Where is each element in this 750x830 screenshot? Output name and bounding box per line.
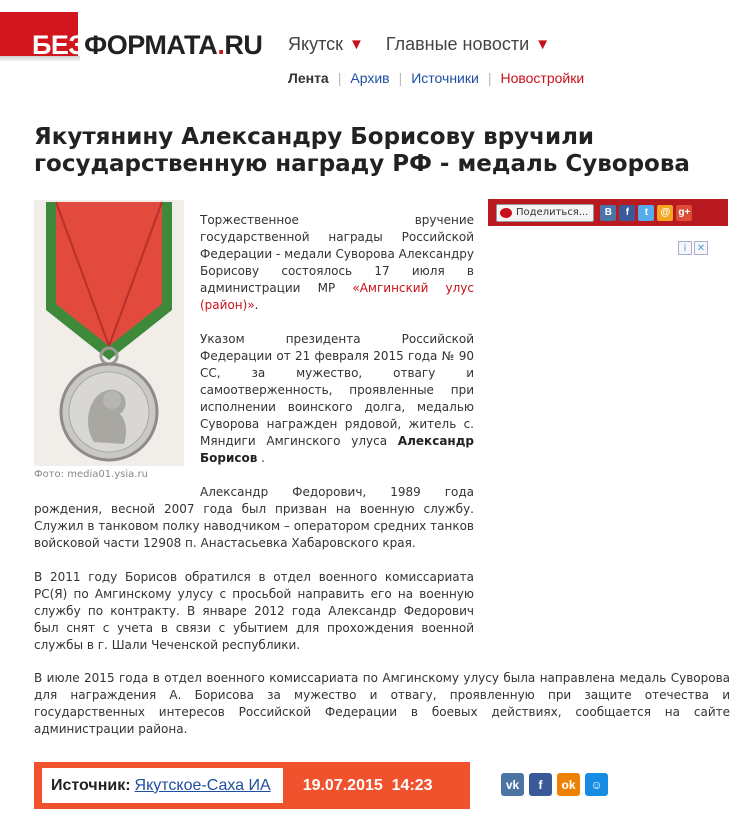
googleplus-share-icon[interactable]: g+: [676, 205, 692, 221]
logo-dot: .: [217, 30, 225, 60]
article-body: [34, 212, 474, 671]
logo-part-bez: БЕЗ: [32, 30, 85, 60]
odnoklassniki-icon[interactable]: ok: [557, 773, 580, 796]
article-title: Якутянину Александру Борисову вручили государственную награду РФ - медаль Суворова: [34, 124, 690, 177]
social-buttons: [501, 773, 608, 796]
logo-text: [32, 30, 262, 60]
share-button-label: Поделиться...: [516, 207, 589, 218]
top-nav: [288, 34, 550, 55]
main-news-dropdown-label: Главные новости: [385, 34, 530, 54]
article-paragraph-1: [200, 212, 474, 314]
source-box: [42, 768, 283, 803]
publish-time: 14:23: [391, 776, 433, 794]
paragraph-text: Указом президента Российской Федерации от 21 февраля 2015 года № 90 СС, за мужество, отвагу и самоотверженность, проявленные при исполнении воинского долга, медалью Суворова награжден рядовой, житель с. Мяндиги Амгинского улуса: [200, 332, 474, 448]
main-news-dropdown[interactable]: [386, 34, 550, 55]
email-share-icon[interactable]: @: [657, 205, 673, 221]
triangle-down-icon: ▼: [349, 36, 364, 53]
city-dropdown[interactable]: [288, 34, 364, 55]
facebook-icon[interactable]: f: [529, 773, 552, 796]
article-paragraph-4: В 2011 году Борисов обратился в отдел военного комиссариата РС(Я) по Амгинскому улусу с просьбой направить его на военную службу по контракту. В январе 2012 года Александр Федорович был снят с учета в связи с убытием для прохождения военной службы в г. Шали Чеченской республики.: [34, 570, 474, 652]
subnav-sources[interactable]: Источники: [411, 70, 479, 86]
share-button[interactable]: [496, 204, 594, 222]
subnav-separator: |: [398, 70, 403, 86]
moimir-icon[interactable]: ☺: [585, 773, 608, 796]
photo-caption: Фото: media01.ysia.ru: [34, 469, 148, 480]
share-panel: [488, 199, 728, 226]
source-link[interactable]: Якутское-Саха ИА: [134, 776, 271, 794]
subnav-new-buildings[interactable]: Новостройки: [500, 70, 585, 86]
site-logo[interactable]: [0, 12, 262, 62]
awardee-name: Александр Борисов: [200, 434, 474, 465]
logo-part-ru: RU: [224, 30, 263, 60]
paragraph-text: Торжественное вручение государственной награды Российской Федерации - медали Суворова Александру Борисову состоялось 17 июля в администрации МР: [200, 213, 474, 295]
subnav-separator: |: [487, 70, 492, 86]
sub-nav: [288, 70, 584, 86]
facebook-share-icon[interactable]: f: [619, 205, 635, 221]
article-paragraph-5: В июле 2015 года в отдел военного комиссариата по Амгинскому улусу была направлена медаль Суворова для награждения А. Борисова за мужество и отвагу, проявленную при защите отечества и государственных интересов Российской Федерации в боевых действиях, сообщается на сайте администрации района.: [34, 671, 730, 736]
vk-share-icon[interactable]: В: [600, 205, 616, 221]
twitter-share-icon[interactable]: t: [638, 205, 654, 221]
ad-info-icon[interactable]: i: [678, 241, 692, 255]
subnav-separator: |: [337, 70, 342, 86]
city-dropdown-label: Якутск: [288, 34, 343, 54]
subnav-feed[interactable]: Лента: [288, 70, 329, 86]
article-paragraph-3: Александр Федорович, 1989 года рождения, весной 2007 года был призван на военную службу. Служил в танковом полку наводчиком – оператором средних танков войсковой части 12908 п. Анастасьевка Хабаровского края.: [34, 485, 474, 550]
article-paragraph-2: [200, 331, 474, 467]
publish-datetime: [303, 777, 433, 795]
share-eye-icon: [500, 208, 512, 218]
publish-date: 19.07.2015: [302, 776, 383, 794]
paragraph-end: .: [254, 298, 259, 312]
logo-part-formata: ФОРМАТА: [84, 30, 218, 60]
ad-close-icon[interactable]: ✕: [694, 241, 708, 255]
source-bar: [34, 762, 470, 809]
vk-icon[interactable]: vk: [501, 773, 524, 796]
ad-controls: [678, 241, 708, 255]
amga-ulus-link[interactable]: «Амгинский улус (район)»: [200, 281, 474, 312]
subnav-archive[interactable]: Архив: [350, 70, 390, 86]
triangle-down-icon: ▼: [535, 36, 551, 53]
paragraph-end: .: [257, 451, 265, 465]
source-label: Источник:: [51, 776, 131, 794]
